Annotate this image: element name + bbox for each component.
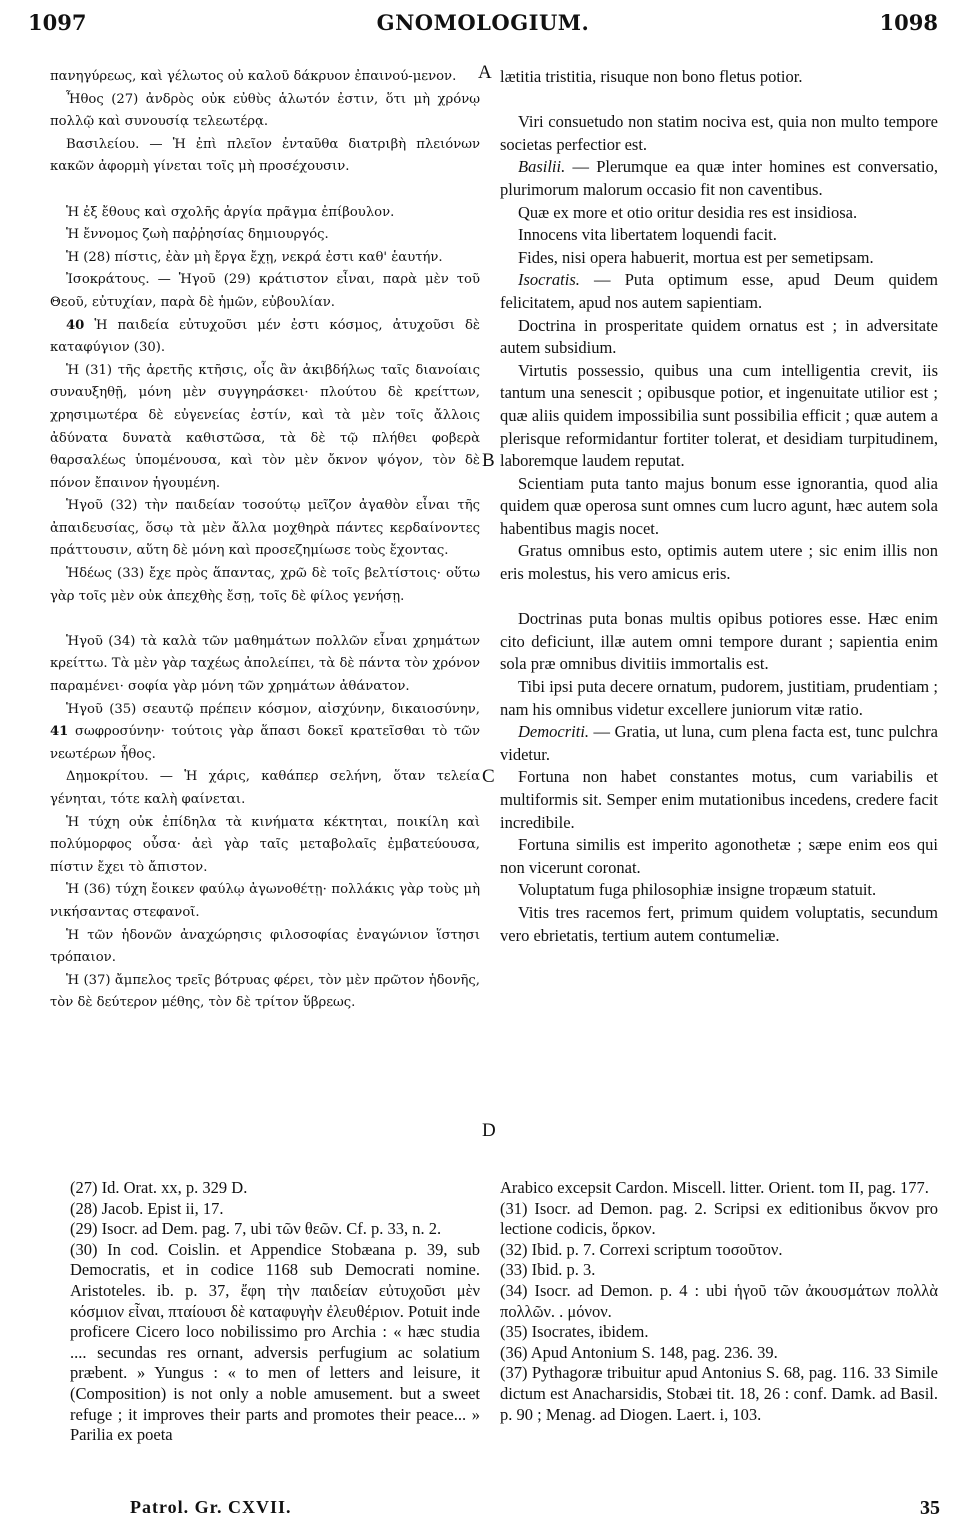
latin-paragraph: Doctrina in prosperitate quidem ornatus est ; in adversitate autem subsidium. bbox=[500, 315, 938, 358]
spacer bbox=[500, 89, 938, 112]
running-title: GNOMOLOGIUM. bbox=[376, 10, 590, 35]
footnote: (31) Isocr. ad Demon. pag. 2. Scripsi ex editionibus ὄκνον pro lectione codicis, ὅρκον. bbox=[500, 1198, 938, 1239]
footnotes-right bbox=[500, 1178, 938, 1425]
footnote: (29) Isocr. ad Dem. pag. 7, ubi τῶν θεῶν. Cf. p. 33, n. 2. bbox=[70, 1219, 442, 1239]
latin-paragraph-text: — Puta optimum esse, apud Deum quidem felicitatem, apud nos autem sapientiam. bbox=[500, 270, 938, 312]
column-number: 41 bbox=[50, 724, 69, 740]
latin-paragraph: Quæ ex more et otio oritur desidia res est insidiosa. bbox=[518, 202, 858, 222]
greek-paragraph: Δημοκρίτου. — Ἡ χάρις, καθάπερ σελήνη, ὅταν τελεία γένηται, τότε καλὴ φαίνεται. bbox=[50, 769, 480, 807]
footnote: Arabico excepsit Cardon. Miscell. litter. Orient. tom II, pag. 177. bbox=[500, 1178, 929, 1197]
footnotes-left bbox=[70, 1178, 480, 1446]
footnote: (34) Isocr. ad Demon. p. 4 : ubi ἡγοῦ τῶν ἀκουσμάτων πολλὰ πολλῶν. . μόνον. bbox=[500, 1280, 938, 1321]
author-name: Basilii. bbox=[518, 157, 566, 177]
latin-paragraph: Fortuna similis est imperito agonothetæ ; sæpe enim eos qui non vicerunt coronat. bbox=[500, 835, 938, 877]
latin-paragraph bbox=[500, 721, 938, 766]
footnote: (37) Pythagoræ tribuitur apud Antonius S. 68, pag. 116. 33 Simile dictum est Anacharsidis, Stobæi tit. 18, 26 : conf. Damk. ad Basil. p. 90 ; Menag. ad Diogen. Laert. i, 103. bbox=[500, 1363, 938, 1424]
greek-paragraph: Ἡγοῦ (32) τὴν παιδείαν τοσούτῳ μεῖζον ἀγαθὸν εἶναι τῆς ἀπαιδευσίας, ὅσῳ τὰ μὲν ἄλλα μοχθηρὰ πάντες κερδαίνοντες πράττουσιν, αὕτη δὲ μόνη καὶ προσεζημίωσε τοὺς ἔχοντας. bbox=[50, 498, 480, 559]
latin-paragraph: Doctrinas puta bonas multis opibus potiores esse. Hæc enim cito deficiunt, illæ autem omni tempore durant ; sapientia enim sola præ omnibus divitiis immortalis est. bbox=[500, 609, 938, 674]
greek-paragraph: Βασιλείου. — Ἡ ἐπὶ πλεῖον ἐνταῦθα διατριβὴ πλειόνων κακῶν ἀφορμὴ γίνεται τοῖς μὴ προσέχουσιν. bbox=[50, 136, 480, 175]
author-name: Isocratis. bbox=[518, 270, 580, 290]
greek-paragraph: Ἡ (28) πίστις, ἐὰν μὴ ἔργα ἔχῃ, νεκρά ἐστι καθ' ἑαυτήν. bbox=[66, 249, 443, 265]
section-marker-a: A bbox=[478, 62, 492, 83]
page-header bbox=[28, 10, 938, 44]
footnote: (36) Apud Antonium S. 148, pag. 236. 39. bbox=[500, 1342, 778, 1362]
latin-paragraph: Scientiam puta tanto majus bonum esse ignorantia, quod alia quidem quæ operosa sunt omnes cum lucro agunt, hæc autem sola habentibus magis nocet. bbox=[500, 473, 938, 538]
greek-paragraph: Ἡ (36) τύχη ἔοικεν φαύλῳ ἀγωνοθέτῃ· πολλάκις γὰρ τοὺς μὴ νικήσαντας στεφανοῖ. bbox=[50, 882, 480, 920]
author-name: Democriti. bbox=[518, 722, 590, 742]
latin-paragraph: Viri consuetudo non statim nociva est, quia non multo tempore societas perfectior est. bbox=[500, 112, 938, 154]
latin-paragraph: lætitia tristitia, risuque non bono fletus potior. bbox=[500, 67, 803, 86]
page-footer bbox=[130, 1497, 940, 1523]
latin-paragraph-text: — Gratia, ut luna, cum plena facta est, tunc pulchra videtur. bbox=[500, 722, 938, 764]
greek-paragraph bbox=[50, 315, 480, 360]
latin-paragraph bbox=[500, 156, 938, 201]
latin-paragraph: Vitis tres racemos fert, primum quidem voluptatis, secundum vero ebrietatis, tertium autem contumeliæ. bbox=[500, 902, 938, 945]
latin-column bbox=[500, 66, 938, 947]
greek-paragraph: Ἡ τῶν ἡδονῶν ἀναχώρησις φιλοσοφίας ἐναγώνιον ἵστησι τρόπαιον. bbox=[50, 927, 480, 966]
section-marker-d: D bbox=[482, 1120, 496, 1141]
footnote: (32) Ibid. p. 7. Correxi scriptum τοσοῦτον. bbox=[500, 1239, 783, 1259]
latin-paragraph: Tibi ipsi puta decere ornatum, pudorem, justitiam, prudentiam ; nam his omnibus videtur excellere juniorum vitæ ratio. bbox=[500, 677, 938, 719]
greek-paragraph: Ἡ ἔννομος ζωὴ παῤῥησίας δημιουργός. bbox=[66, 227, 329, 243]
greek-paragraph-text: Ἡ παιδεία εὐτυχοῦσι μέν ἐστι κόσμος, ἀτυχοῦσι δὲ καταφύγιον (30). bbox=[50, 317, 480, 356]
page-number-right: 1098 bbox=[879, 10, 938, 35]
greek-paragraph: Ἡ (37) ἄμπελος τρεῖς βότρυας φέρει, τὸν μὲν πρῶτον ἡδονῆς, τὸν δὲ δεύτερον μέθης, τὸν δὲ τρίτον ὕβρεως. bbox=[50, 972, 480, 1011]
footnote: (27) Id. Orat. xx, p. 329 D. bbox=[70, 1178, 248, 1197]
greek-paragraph: Ἡ τύχη οὐκ ἐπίδηλα τὰ κινήματα κέκτηται, ποικίλη καὶ πολύμορφος οὖσα· ἀεὶ γὰρ ταῖς μεταβολαῖς ἐμβατεύουσα, πίστιν ἔχει τὸ ἄπιστον. bbox=[50, 814, 480, 875]
greek-paragraph: Ἰσοκράτους. — Ἡγοῦ (29) κράτιστον εἶναι, παρὰ μὲν τοῦ Θεοῦ, εὐτυχίαν, παρὰ δὲ ἡμῶν, εὐβουλίαν. bbox=[50, 272, 480, 310]
greek-paragraph: Ἡδέως (33) ἔχε πρὸς ἅπαντας, χρῶ δὲ τοῖς βελτίστοις· οὕτω γὰρ τοῖς μὲν οὐκ ἀπεχθὴς ἔσῃ, τοῖς δὲ φίλος γενήσῃ. bbox=[50, 566, 480, 604]
latin-paragraph: Fortuna non habet constantes motus, cum variabilis et multiformis sit. Semper enim mutationibus incedens, credere facit incredibile. bbox=[500, 767, 938, 832]
latin-paragraph: Virtutis possessio, quibus una cum intelligentia crevit, iis tantum una senescit ; opibusque potior, et ingenuitate utilior est ; quæ aliis quidem impossibilia sunt possibilia efficit ; quæ autem a plerisque reformidantur fortiter tolerat, et desidiam turpitudinem, laboremque laudem reputat. bbox=[500, 360, 938, 471]
greek-paragraph: Ἡγοῦ (34) τὰ καλὰ τῶν μαθημάτων πολλῶν εἶναι χρημάτων κρείττω. Τὰ μὲν γὰρ ταχέως ἀπολείπει, τὰ δὲ πάντα τὸν χρόνον παραμένει· σοφία γὰρ μόνη τῶν χρημάτων ἀθάνατον. bbox=[50, 633, 480, 695]
page-number-left: 1097 bbox=[28, 10, 87, 35]
series-reference: Patrol. Gr. CXVII. bbox=[130, 1497, 292, 1517]
footnote: (28) Jacob. Epist ii, 17. bbox=[70, 1198, 224, 1218]
footnote: (33) Ibid. p. 3. bbox=[500, 1260, 596, 1280]
footnote: (35) Isocrates, ibidem. bbox=[500, 1322, 649, 1342]
spacer bbox=[50, 608, 480, 631]
greek-paragraph-text: σωφροσύνην· τούτοις γὰρ ἅπασι δοκεῖ κρατεῖσθαι τὸ τῶν νεωτέρων ἦθος. bbox=[50, 724, 480, 762]
latin-paragraph: Gratus omnibus esto, optimis autem utere ; sic enim illis non eris molestus, his vero amicus eris. bbox=[500, 541, 938, 584]
latin-paragraph: Innocens vita libertatem loquendi facit. bbox=[518, 225, 777, 245]
section-marker-c: C bbox=[482, 766, 495, 787]
footnote: (30) In cod. Coislin. et Appendice Stobæana p. 39, sub Democratis, et in codice 1168 sub Democrati nomine. Aristoteles. ib. p. 37, ἔφη τὴν παιδείαν εὐτυχοῦσι μὲν κόσμιον εἶναι, πταίουσι δὲ καταφυγὴν ἐλευθέριον. Potuit inde proficere Cicero loco nobilissimo pro Archia : « hæc studia .... secundas res ornant, adversis perfugium ac solatium præbent. » Yungus : « to men of letters and leisure, it (Composition) is not only a noble amusement. but a sweet refuge ; it improves their parts and promotes their peace... » Parilia ex poeta bbox=[70, 1239, 480, 1445]
latin-paragraph bbox=[500, 269, 938, 314]
column-number: 40 bbox=[66, 317, 85, 333]
greek-paragraph: Ἡ ἐξ ἔθους καὶ σχολῆς ἀργία πρᾶγμα ἐπίβουλον. bbox=[66, 204, 395, 220]
latin-paragraph: Fides, nisi opera habuerit, mortua est per semetipsam. bbox=[518, 247, 874, 267]
signature-number: 35 bbox=[920, 1497, 940, 1519]
greek-paragraph: πανηγύρεως, καὶ γέλωτος οὐ καλοῦ δάκρυον ἐπαινού-μενον. bbox=[50, 69, 457, 84]
greek-column bbox=[50, 66, 480, 1015]
greek-paragraph bbox=[50, 699, 480, 767]
latin-paragraph-text: — Plerumque ea quæ inter homines est conversatio, plurimorum malorum occasio fit non caventibus. bbox=[500, 157, 938, 199]
greek-paragraph: Ἦθος (27) ἀνδρὸς οὐκ εὐθὺς ἁλωτόν ἐστιν, ὅτι μὴ χρόνῳ πολλῷ καὶ συνουσίᾳ τελεωτέρᾳ. bbox=[50, 91, 480, 130]
spacer bbox=[500, 586, 938, 609]
spacer bbox=[50, 179, 480, 202]
greek-paragraph-text: Ἡγοῦ (35) σεαυτῷ πρέπειν κόσμον, αἰσχύνην, δικαιοσύνην, bbox=[66, 701, 480, 717]
latin-paragraph: Voluptatum fuga philosophiæ insigne tropæum statuit. bbox=[518, 880, 877, 900]
greek-paragraph: Ἡ (31) τῆς ἀρετῆς κτῆσις, οἷς ἂν ἀκιβδήλως ταῖς διανοίαις συναυξηθῇ, μόνη μὲν συγγηράσκει· πλούτου δὲ κρείττων, χρησιμωτέρα δὲ εὐγενείας ἐστίν, καὶ τὰ μὲν τοῖς ἄλλοις ἀδύνατα δυνατὰ καθιστῶσα, τὰ δὲ τῷ πλήθει φοβερὰ θαρσαλέως ὑπομένουσα, καὶ τὸν μὲν ὄκνον ψόγον, τὸν δὲ πόνον ἔπαινον ἡγουμένη. bbox=[50, 362, 480, 491]
section-marker-b: B bbox=[482, 450, 495, 471]
